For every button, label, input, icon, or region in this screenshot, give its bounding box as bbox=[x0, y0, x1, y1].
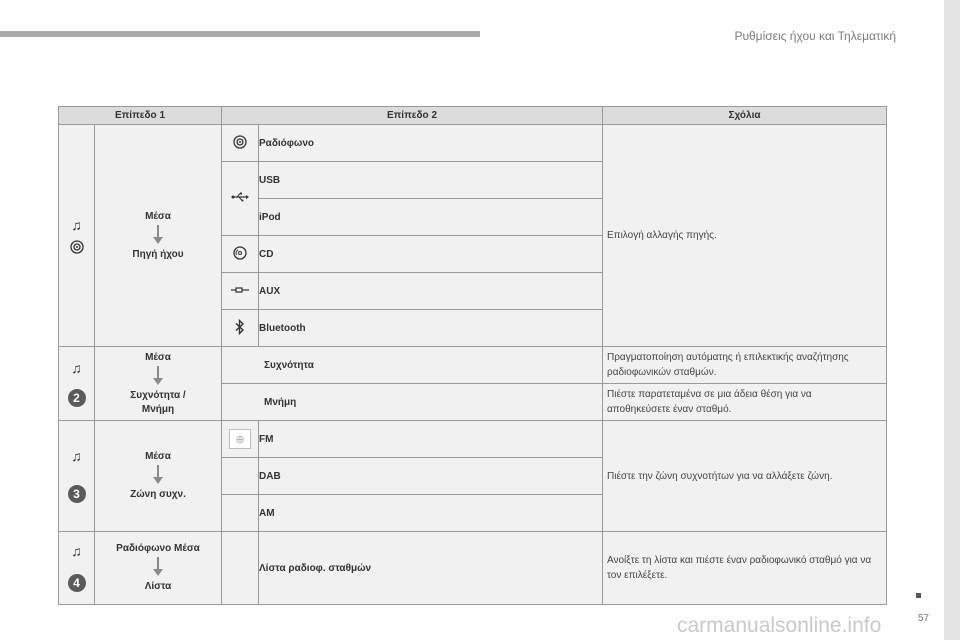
music-note-icon: ♫ bbox=[71, 543, 82, 559]
table-header-row bbox=[59, 107, 887, 125]
level2-item-memory: Μνήμη bbox=[222, 384, 603, 421]
radio-icon-cell bbox=[222, 125, 259, 162]
usb-icon bbox=[231, 192, 249, 202]
level1-label: Ζώνη συχν. bbox=[130, 489, 186, 500]
level2-item-usb: USB bbox=[259, 162, 603, 199]
group2-icons bbox=[59, 347, 95, 421]
arrow-down-icon bbox=[153, 557, 163, 577]
aux-icon-cell bbox=[222, 273, 259, 310]
usb-icon-cell bbox=[222, 162, 259, 236]
radio-icon bbox=[233, 135, 247, 149]
group4-comment: Ανοίξτε τη λίστα και πιέστε έναν ραδιοφωνικό σταθμό για να τον επιλέξετε. bbox=[603, 532, 887, 605]
menu-table bbox=[58, 106, 887, 605]
step-badge: 4 bbox=[68, 574, 86, 592]
level2-item-radio: Ραδιόφωνο bbox=[259, 125, 603, 162]
empty-icon-cell bbox=[222, 495, 259, 532]
column-header-level1: Επίπεδο 1 bbox=[59, 107, 222, 125]
table-row bbox=[59, 347, 887, 384]
comment-frequency: Πραγματοποίηση αυτόματης ή επιλεκτικής αναζήτησης ραδιοφωνικών σταθμών. bbox=[603, 347, 887, 384]
group4-level1 bbox=[95, 532, 222, 605]
level1-label: Μέσα bbox=[145, 210, 171, 222]
step-badge: 2 bbox=[68, 389, 86, 407]
group2-level1 bbox=[95, 347, 222, 421]
column-header-level2: Επίπεδο 2 bbox=[222, 107, 603, 125]
level1-label: Λίστα bbox=[144, 581, 172, 592]
music-note-icon: ♫ bbox=[71, 359, 82, 376]
page-margin-bar bbox=[944, 0, 960, 640]
fm-icon: ⊕ bbox=[229, 429, 251, 449]
empty-icon-cell bbox=[222, 458, 259, 495]
level2-item-ipod: iPod bbox=[259, 199, 603, 236]
group1-icons bbox=[59, 125, 95, 347]
group3-icons bbox=[59, 421, 95, 532]
bluetooth-icon-cell bbox=[222, 310, 259, 347]
fm-icon-cell bbox=[222, 421, 259, 458]
music-note-icon: ♫ bbox=[71, 448, 82, 464]
cd-icon bbox=[233, 246, 247, 260]
group1-level1 bbox=[95, 125, 222, 347]
group3-level1 bbox=[95, 421, 222, 532]
page-number: 57 bbox=[918, 613, 930, 624]
cd-icon-cell bbox=[222, 236, 259, 273]
comment-memory: Πιέστε παρατεταμένα σε μια άδεια θέση για να αποθηκεύσετε έναν σταθμό. bbox=[603, 384, 887, 421]
bluetooth-icon bbox=[235, 319, 245, 335]
table-row bbox=[59, 532, 887, 605]
level1-label: Μέσα bbox=[145, 451, 171, 462]
column-header-comments: Σχόλια bbox=[603, 107, 887, 125]
arrow-down-icon bbox=[153, 366, 163, 386]
group3-comment: Πιέστε την ζώνη συχνοτήτων για να αλλάξετε ζώνη. bbox=[603, 421, 887, 532]
header-bar bbox=[0, 31, 480, 37]
level2-item-am: AM bbox=[259, 495, 603, 532]
level2-item-dab: DAB bbox=[259, 458, 603, 495]
level1-label: Ραδιόφωνο Μέσα bbox=[116, 543, 200, 554]
level2-item-bluetooth: Bluetooth bbox=[259, 310, 603, 347]
empty-icon-cell bbox=[222, 532, 259, 605]
music-note-icon: ♫ bbox=[71, 216, 82, 233]
table-row bbox=[59, 421, 887, 458]
level2-item-frequency: Συχνότητα bbox=[222, 347, 603, 384]
level1-label: Πηγή ήχου bbox=[132, 248, 184, 260]
level2-item-station-list: Λίστα ραδιοφ. σταθμών bbox=[259, 532, 603, 605]
arrow-down-icon bbox=[153, 225, 163, 245]
level2-item-aux: AUX bbox=[259, 273, 603, 310]
level2-item-cd: CD bbox=[259, 236, 603, 273]
table-row bbox=[59, 125, 887, 162]
aux-icon bbox=[231, 286, 249, 294]
step-badge: 3 bbox=[68, 485, 86, 503]
group1-comment: Επιλογή αλλαγής πηγής. bbox=[603, 125, 887, 347]
level1-label: Συχνότητα / Μνήμη bbox=[130, 389, 186, 415]
arrow-down-icon bbox=[153, 465, 163, 485]
group4-icons bbox=[59, 532, 95, 605]
section-title: Ρυθμίσεις ήχου και Τηλεματική bbox=[734, 29, 896, 43]
watermark: carmanualsonline.info bbox=[677, 614, 882, 637]
page-marker bbox=[916, 593, 921, 598]
radio-icon bbox=[70, 240, 84, 254]
level1-label: Μέσα bbox=[145, 351, 171, 363]
level2-item-fm: FM bbox=[259, 421, 603, 458]
